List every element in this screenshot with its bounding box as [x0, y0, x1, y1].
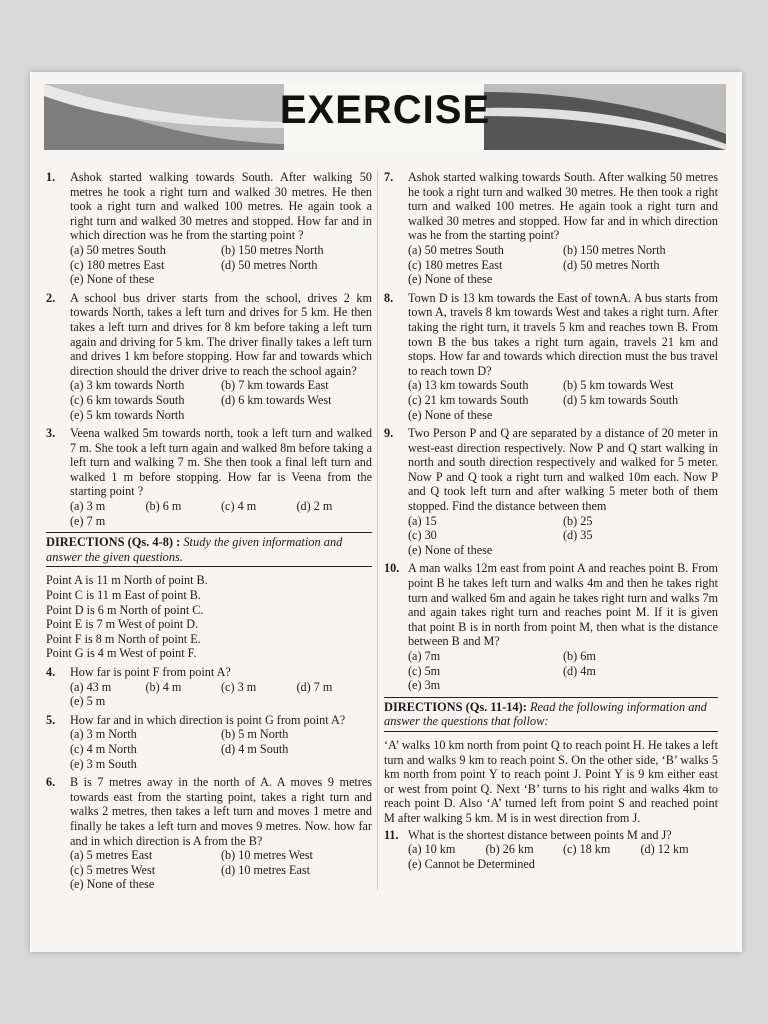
question-7	[384, 170, 718, 287]
options	[408, 243, 718, 287]
question-text: How far and in which direction is point G from point A?	[70, 712, 346, 727]
question-number: 7.	[384, 170, 394, 184]
directions-4-8	[46, 532, 372, 567]
option-b: (b) 10 metres West	[221, 848, 313, 863]
option-e: (e) 5 m	[70, 694, 106, 709]
option-b: (b) 150 metres North	[221, 242, 324, 257]
directions-instruction: Study the given information and answer the given questions.	[46, 535, 343, 564]
question-4	[46, 665, 372, 709]
question-text: A school bus driver starts from the school, drives 2 km towards North, takes a left turn and drives for 5 km. He then takes a left turn and drives for 8 km before taking a left turn again and driving for 5 km. The driver finally takes a left turn and drives 1 km before stopping. How far and towards which direction should the driver drive to reach the school again?	[70, 290, 372, 378]
option-d: (d) 7 m	[296, 679, 333, 694]
options	[70, 680, 372, 709]
fact-line: Point A is 11 m North of point B.	[46, 573, 208, 588]
question-text: B is 7 metres away in the north of A. A moves 9 metres towards east from the starting point, takes a right turn and walks 2 metres, then takes a left turn and moves 1 metre and finally he takes a left turn and moves 9 metres. Now. how far and in which direction is A from the B?	[70, 775, 372, 848]
directions-heading: DIRECTIONS (Qs. 11-14):	[384, 699, 527, 714]
information-passage: ‘A’ walks 10 km north from point Q to reach point H. He takes a left turn and walks 9 km to reach point S. On the other side, ‘B’ walks 5 km north from point Y to reach point J. Point Y is 9 km either east or west from point Q. Next ‘B’ turns to his right and walks 4km to reach point D. Also ‘A’ turned left from point S and reached point M after walking 5 km. M is in west direction from J.	[384, 737, 718, 825]
option-a: (a) 3 m North	[70, 727, 137, 742]
option-a: (a) 5 metres East	[70, 848, 153, 863]
options	[408, 842, 718, 871]
option-a: (a) 43 m	[70, 679, 112, 694]
option-d: (d) 10 metres East	[221, 862, 311, 877]
option-b: (b) 150 metres North	[563, 242, 666, 257]
option-c: (c) 30	[408, 528, 437, 543]
exercise-banner	[44, 84, 726, 150]
question-3	[46, 426, 372, 528]
column-divider	[377, 170, 378, 890]
option-c: (c) 4 m	[221, 499, 257, 514]
question-9	[384, 426, 718, 557]
options	[70, 848, 372, 892]
options	[70, 378, 372, 422]
option-c: (c) 3 m	[221, 679, 257, 694]
question-6	[46, 775, 372, 892]
option-a: (a) 10 km	[408, 842, 456, 857]
option-c: (c) 5m	[408, 663, 441, 678]
option-e: (e) 5 km towards North	[70, 407, 185, 422]
question-1	[46, 170, 372, 287]
question-number: 10.	[384, 561, 400, 576]
options	[70, 727, 372, 771]
fact-line: Point F is 8 m North of point E.	[46, 631, 201, 646]
option-e: (e) 3m	[408, 678, 441, 693]
question-number: 1.	[46, 170, 56, 184]
option-a: (a) 50 metres South	[408, 242, 504, 257]
option-b: (b) 4 m	[145, 679, 182, 694]
fact-line: Point E is 7 m West of point D.	[46, 617, 199, 632]
option-e: (e) None of these	[408, 272, 493, 287]
option-d: (d) 4m	[563, 663, 596, 678]
directions-heading: DIRECTIONS (Qs. 4-8) :	[46, 535, 181, 550]
question-text: Two Person P and Q are separated by a distance of 20 meter in west-east direction respectively. Now P and Q start walking in north and south direction respectively and walked for 5 meter. Now P and Q took a right turn and walked 10m each. Now P and Q took left turn and after walking 5 meter both of them stopped. Find the distance between them	[408, 426, 718, 514]
fact-line: Point C is 11 m East of point B.	[46, 588, 201, 603]
option-e: (e) None of these	[70, 272, 155, 287]
option-c: (c) 5 metres West	[70, 862, 156, 877]
option-d: (d) 5 km towards South	[563, 392, 679, 407]
option-c: (c) 18 km	[563, 842, 611, 857]
option-c: (c) 180 metres East	[408, 257, 503, 272]
page-title: EXERCISE	[279, 88, 491, 132]
options	[408, 514, 718, 558]
option-b: (b) 7 km towards East	[221, 378, 329, 393]
option-e: (e) None of these	[408, 407, 493, 422]
option-a: (a) 3 m	[70, 499, 106, 514]
question-2	[46, 291, 372, 422]
option-e: (e) None of these	[70, 877, 155, 892]
option-a: (a) 13 km towards South	[408, 378, 529, 393]
option-e: (e) Cannot be Determined	[408, 856, 535, 871]
option-b: (b) 25	[563, 513, 593, 528]
options	[408, 649, 718, 693]
fact-line: Point D is 6 m North of point C.	[46, 602, 204, 617]
option-b: (b) 26 km	[485, 842, 534, 857]
option-d: (d) 50 metres North	[563, 257, 660, 272]
option-a: (a) 15	[408, 513, 437, 528]
directions-instruction: Read the following information and answer the questions that follow:	[384, 699, 707, 729]
option-d: (d) 35	[563, 528, 593, 543]
right-column	[384, 170, 718, 875]
option-e: (e) 7 m	[70, 513, 106, 528]
option-c: (c) 4 m North	[70, 741, 137, 756]
question-text: Town D is 13 km towards the East of townA. A bus starts from town A, travels 8 km towards West and takes a right turn. After taking the right turn, it travels 5 km and reaches town B. From town B the bus takes a right turn again, travels 21 km and stops. How far and towards which direction must the bus travel to reach town D?	[408, 290, 718, 378]
question-8	[384, 291, 718, 422]
question-number: 6.	[46, 775, 56, 790]
left-column	[46, 170, 372, 896]
facts-list	[46, 573, 372, 661]
question-number: 3.	[46, 426, 56, 441]
option-c: (c) 6 km towards South	[70, 392, 185, 407]
options	[70, 499, 372, 528]
option-a: (a) 50 metres South	[70, 242, 166, 257]
question-text: Ashok started walking towards South. After walking 50 metres he took a right turn and walked 30 metres. He then took a right turn and walked 100 metres. He again took a right turn and walked 30 metres and stopped. How far and in which direction was he from the starting point ?	[70, 170, 372, 243]
question-number: 2.	[46, 290, 56, 305]
option-b: (b) 5 km towards West	[563, 378, 674, 393]
option-c: (c) 21 km towards South	[408, 392, 529, 407]
question-5	[46, 713, 372, 771]
question-text: How far is point F from point A?	[70, 665, 231, 679]
options	[70, 243, 372, 287]
question-number: 11.	[384, 827, 399, 842]
option-b: (b) 5 m North	[221, 727, 289, 742]
option-d: (d) 2 m	[296, 499, 333, 514]
question-11	[384, 828, 718, 872]
option-d: (d) 4 m South	[221, 741, 289, 756]
directions-11-14	[384, 697, 718, 732]
options	[408, 378, 718, 422]
option-b: (b) 6m	[563, 649, 596, 663]
question-text: A man walks 12m east from point A and reaches point B. From point B he takes left turn and walks 4m and then he takes right turn and walked 6m and again he takes right turn and walks 7m and again takes right turn and reaches point M. If it is given that point B is in north from point M, then what is the distance between B and M?	[408, 561, 718, 649]
option-d: (d) 12 km	[640, 842, 689, 857]
question-number: 9.	[384, 426, 394, 441]
question-text: Ashok started walking towards South. After walking 50 metres he took a right turn and walked 30 metres. He then took a right turn and walked 100 metres. He again took a right turn and walked 30 metres and stopped. How far and in which direction was he from the starting point?	[408, 170, 718, 243]
question-text: What is the shortest distance between points M and J?	[408, 827, 672, 842]
option-a: (a) 7m	[408, 649, 441, 663]
option-c: (c) 180 metres East	[70, 257, 165, 272]
question-text: Veena walked 5m towards north, took a left turn and walked 7 m. She took a left turn again and walked 8m before taking a left turn and walking 7 m. She then took a final left turn and walked 1 m before stopping. How far is Veena from the starting point ?	[70, 426, 372, 499]
option-a: (a) 3 km towards North	[70, 378, 185, 393]
option-d: (d) 50 metres North	[221, 257, 318, 272]
option-e: (e) 3 m South	[70, 756, 137, 771]
option-b: (b) 6 m	[145, 499, 182, 514]
question-number: 4.	[46, 665, 56, 679]
option-d: (d) 6 km towards West	[221, 392, 332, 407]
question-number: 5.	[46, 712, 56, 727]
question-number: 8.	[384, 290, 394, 305]
option-e: (e) None of these	[408, 542, 493, 557]
fact-line: Point G is 4 m West of point F.	[46, 646, 197, 661]
question-10	[384, 561, 718, 692]
